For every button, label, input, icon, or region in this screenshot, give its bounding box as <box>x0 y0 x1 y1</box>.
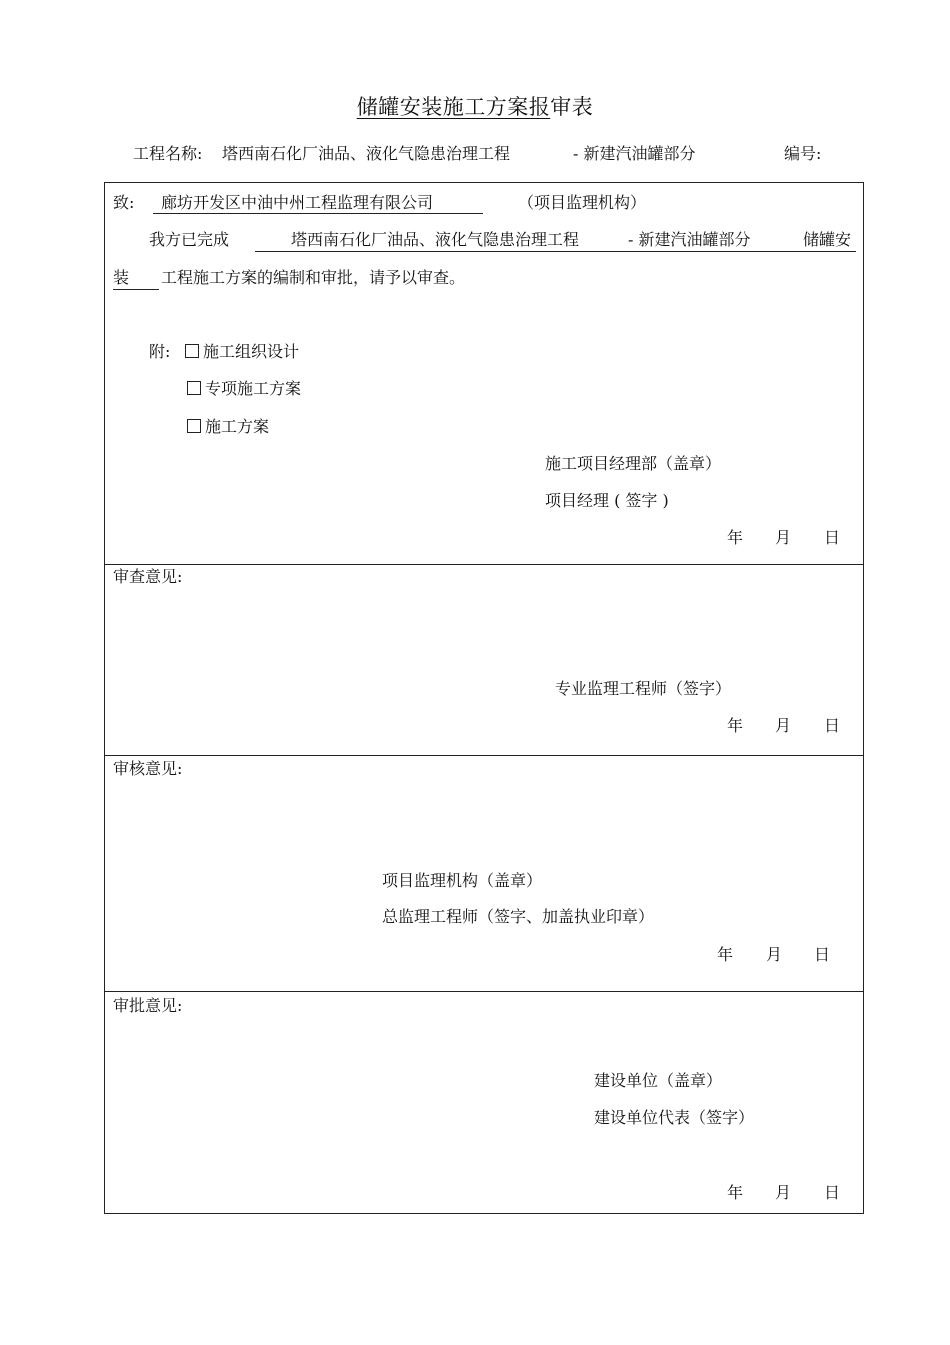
approval-label: 审批意见: <box>113 996 183 1015</box>
completed-item-field <box>113 270 159 290</box>
form-title <box>0 97 950 118</box>
completed-project: 塔西南石化厂油品、液化气隐患治理工程 <box>291 230 580 249</box>
date-day: 日 <box>814 945 831 964</box>
row-divider-3 <box>104 991 864 992</box>
attach-label: 附: <box>149 342 171 361</box>
attachment-construction-plan[interactable] <box>187 419 269 435</box>
checkbox-icon[interactable] <box>185 344 199 358</box>
date-month: 月 <box>775 528 792 547</box>
to-label: 致: <box>113 193 135 212</box>
project-label: 工程名称: <box>133 144 203 163</box>
date-year: 年 <box>727 528 744 547</box>
attachment-org-design[interactable] <box>185 344 299 360</box>
form-table <box>104 182 864 1214</box>
checkbox-icon[interactable] <box>187 381 201 395</box>
code-label: 编号: <box>784 144 822 163</box>
completed-tail: 工程施工方案的编制和审批，请予以审查。 <box>161 268 466 287</box>
sign-dept: 施工项目经理部（盖章） <box>545 454 722 473</box>
date-year: 年 <box>717 945 734 964</box>
review-label: 审查意见: <box>113 567 183 586</box>
attachment-special-plan[interactable] <box>187 381 301 397</box>
checkbox-icon[interactable] <box>187 419 201 433</box>
row-divider-2 <box>104 755 864 756</box>
completed-project-field <box>255 232 856 252</box>
review-sign: 专业监理工程师（签字） <box>555 679 732 698</box>
date-year: 年 <box>727 716 744 735</box>
form-title-tail: 审表 <box>550 95 594 119</box>
approval-sign-unit: 建设单位（盖章） <box>594 1071 723 1090</box>
to-org: 廊坊开发区中油中州工程监理有限公司 <box>153 195 483 214</box>
attachment-label: 专项施工方案 <box>205 379 302 398</box>
row-divider-1 <box>104 564 864 565</box>
date-day: 日 <box>824 716 841 735</box>
audit-label: 审核意见: <box>113 759 183 778</box>
completed-item-1: 储罐安 <box>803 230 852 249</box>
audit-sign-chief: 总监理工程师（签字、加盖执业印章） <box>382 907 655 926</box>
project-sub: - 新建汽油罐部分 <box>573 144 696 163</box>
project-name: 塔西南石化厂油品、液化气隐患治理工程 <box>222 144 511 163</box>
date-day: 日 <box>824 1183 841 1202</box>
date-year: 年 <box>727 1183 744 1202</box>
sign-manager: 项目经理 ( 签字 ) <box>545 491 669 510</box>
date-month: 月 <box>775 1183 792 1202</box>
date-month: 月 <box>775 716 792 735</box>
to-org-field <box>153 195 483 214</box>
completed-prefix: 我方已完成 <box>149 230 230 249</box>
completed-item-2: 装 <box>113 268 130 287</box>
approval-sign-rep: 建设单位代表（签字） <box>594 1108 755 1127</box>
date-month: 月 <box>766 945 783 964</box>
audit-sign-org: 项目监理机构（盖章） <box>382 871 543 890</box>
form-title-main: 储罐安装施工方案报 <box>356 95 551 119</box>
to-suffix: （项目监理机构） <box>518 193 647 212</box>
attachment-label: 施工方案 <box>205 417 270 436</box>
completed-sub: - 新建汽油罐部分 <box>628 230 751 249</box>
attachment-label: 施工组织设计 <box>203 342 300 361</box>
date-day: 日 <box>824 528 841 547</box>
